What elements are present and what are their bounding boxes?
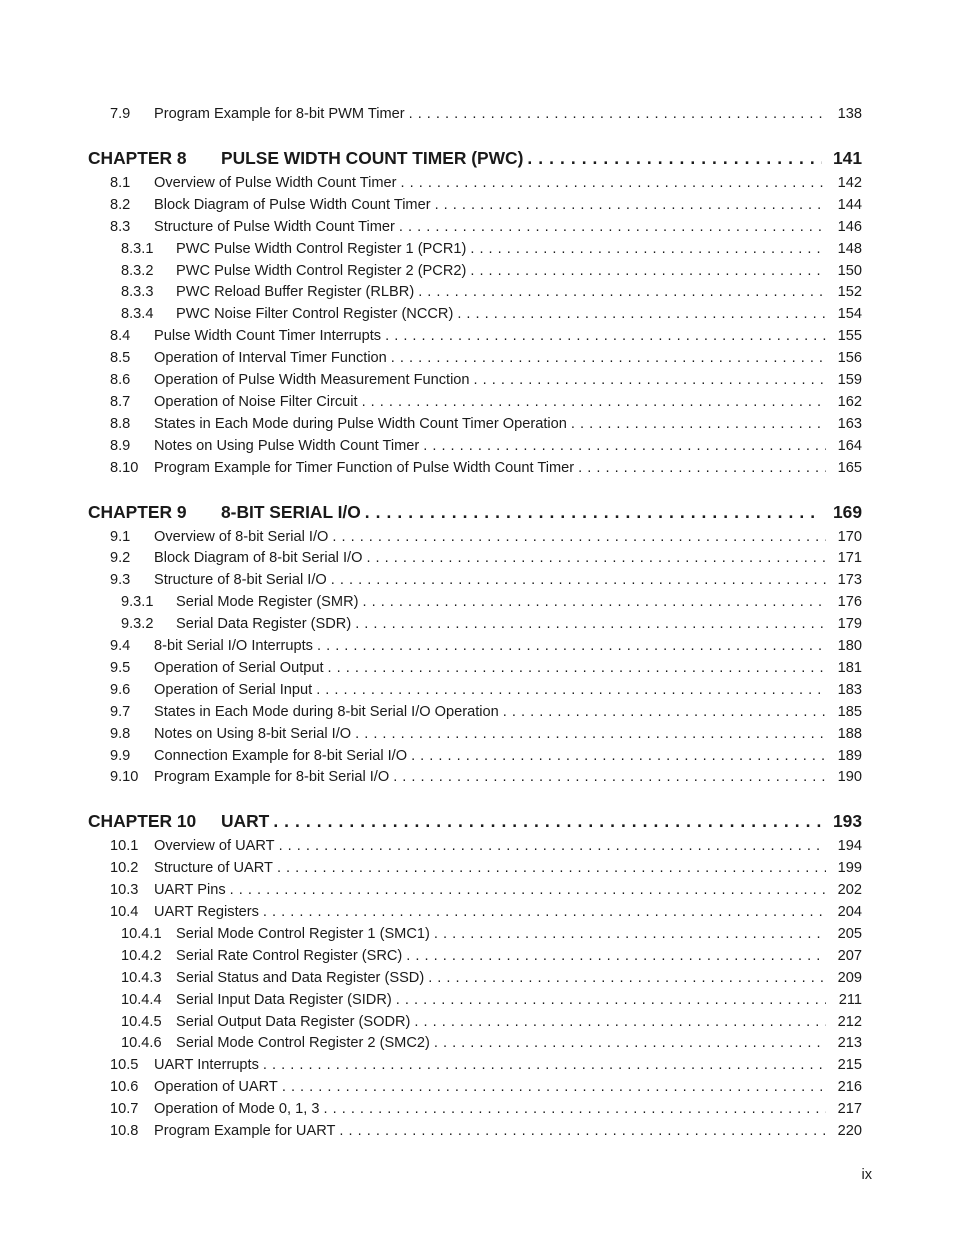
toc-entry-page: 156: [837, 350, 862, 367]
toc-entry-number: 10.7: [110, 1101, 139, 1118]
toc-entry-title-text: Connection Example for 8-bit Serial I/O: [154, 747, 408, 764]
toc-entry-title-text: States in Each Mode during 8-bit Serial I/O Operation: [154, 703, 499, 720]
toc-leader-dots: [351, 724, 826, 744]
page-number: ix: [861, 1167, 872, 1183]
toc-entry-page: 188: [837, 725, 862, 742]
toc-entry-title: [176, 304, 826, 324]
toc-leader-dots: [410, 1012, 826, 1032]
toc-entry-title: [221, 500, 822, 524]
toc-section-entry[interactable]: [0, 458, 954, 478]
toc-entry-page: 217: [837, 1101, 862, 1118]
toc-leader-dots: [389, 767, 826, 787]
toc-entry-title: [154, 1121, 826, 1141]
toc-entry-title-text: Operation of Pulse Width Measurement Function: [154, 372, 470, 388]
toc-leader-dots: [324, 658, 826, 678]
toc-leader-dots: [273, 858, 826, 878]
toc-leader-dots: [278, 1077, 826, 1097]
toc-entry-page: 179: [837, 616, 862, 633]
toc-entry-page: 159: [837, 372, 862, 388]
toc-entry-page: 141: [832, 147, 862, 168]
toc-entry-page: 154: [837, 306, 862, 323]
toc-entry-number: 10.4.2: [121, 947, 162, 964]
toc-entry-title: [154, 348, 826, 368]
toc-entry-title: [176, 1012, 826, 1032]
toc-entry-page: 150: [837, 262, 862, 279]
toc-leader-dots: [387, 348, 826, 368]
toc-entry-title: [154, 680, 826, 700]
toc-entry-title: [154, 217, 826, 237]
toc-section-entry[interactable]: [0, 436, 954, 456]
toc-subsection-entry[interactable]: [0, 990, 954, 1010]
toc-entry-title: [154, 746, 826, 766]
toc-entry-title-text: Structure of 8-bit Serial I/O: [154, 572, 327, 589]
toc-entry-number: 8.2: [110, 196, 131, 213]
toc-entry-title: [221, 809, 822, 833]
toc-entry-number: 9.3.1: [121, 594, 154, 611]
toc-entry-title: [176, 990, 826, 1010]
toc-entry-page: 142: [837, 174, 862, 191]
toc-leader-dots: [335, 1121, 826, 1141]
toc-entry-number: 9.6: [110, 681, 131, 698]
toc-entry-title: [154, 458, 826, 478]
toc-subsection-entry[interactable]: [0, 239, 954, 259]
toc-leader-dots: [275, 836, 826, 856]
toc-entry-title: [154, 173, 826, 193]
toc-entry-title: [154, 767, 826, 787]
toc-leader-dots: [395, 217, 826, 237]
toc-subsection-entry[interactable]: [0, 614, 954, 634]
toc-entry-title-text: Serial Status and Data Register (SSD): [176, 969, 425, 986]
toc-leader-dots: [470, 370, 826, 390]
toc-section-entry[interactable]: [0, 370, 954, 390]
toc-leader-dots: [414, 282, 826, 302]
toc-leader-dots: [328, 527, 826, 547]
toc-entry-page: 194: [837, 838, 862, 855]
toc-section-entry[interactable]: [0, 548, 954, 568]
toc-leader-dots: [466, 239, 826, 259]
toc-leader-dots: [397, 173, 827, 193]
toc-entry-page: 183: [837, 681, 862, 698]
toc-entry-page: 176: [837, 594, 862, 611]
toc-entry-title-text: UART: [221, 811, 270, 832]
toc-entry-title: [154, 636, 826, 656]
toc-entry-number: 10.4: [110, 904, 139, 920]
toc-section-entry[interactable]: [0, 570, 954, 590]
toc-entry-page: 216: [837, 1079, 862, 1096]
toc-entry-title-text: 8-BIT SERIAL I/O: [221, 501, 361, 522]
toc-entry-number: 8.1: [110, 174, 131, 191]
toc-entry-number: 10.1: [110, 838, 139, 855]
toc-leader-dots: [523, 146, 822, 170]
toc-leader-dots: [259, 1055, 826, 1075]
toc-entry-title: [154, 104, 826, 124]
toc-entry-title: [176, 614, 826, 634]
toc-subsection-entry[interactable]: [0, 261, 954, 281]
toc-entry-number: 8.8: [110, 415, 131, 432]
toc-entry-number: 10.4.6: [121, 1035, 162, 1052]
toc-entry-page: 189: [837, 747, 862, 764]
toc-entry-page: 165: [837, 459, 862, 476]
toc-entry-page: 163: [837, 415, 862, 432]
toc-entry-title-text: Operation of Interval Timer Function: [154, 350, 387, 367]
toc-entry-number: 8.3.1: [121, 240, 154, 257]
toc-entry-title-text: Overview of UART: [154, 838, 275, 855]
toc-section-entry[interactable]: [0, 858, 954, 878]
toc-entry-title-text: Operation of Noise Filter Circuit: [154, 393, 358, 410]
toc-leader-dots: [430, 924, 826, 944]
toc-entry-title-text: UART Interrupts: [154, 1057, 259, 1074]
toc-entry-title-text: Overview of 8-bit Serial I/O: [154, 528, 329, 545]
toc-entry-title: [154, 527, 826, 547]
toc-entry-title: [176, 239, 826, 259]
toc-entry-title-text: 8-bit Serial I/O Interrupts: [154, 638, 313, 654]
toc-leader-dots: [405, 104, 826, 124]
toc-entry-number: 10.3: [110, 882, 139, 899]
toc-chapter-entry[interactable]: [0, 500, 954, 524]
toc-leader-dots: [312, 680, 826, 700]
toc-entry-number: 8.10: [110, 459, 139, 476]
toc-entry-page: 146: [837, 218, 862, 235]
toc-entry-title-text: Operation of Mode 0, 1, 3: [154, 1101, 320, 1118]
toc-leader-dots: [358, 592, 826, 612]
toc-entry-page: 211: [838, 991, 862, 1008]
toc-section-entry[interactable]: [0, 1099, 954, 1119]
toc-entry-page: 199: [837, 860, 862, 877]
toc-entry-title-text: Structure of UART: [154, 860, 273, 877]
toc-leader-dots: [574, 458, 826, 478]
toc-entry-page: 171: [837, 550, 862, 567]
toc-entry-number: 10.5: [110, 1057, 139, 1074]
toc-section-entry[interactable]: [0, 195, 954, 215]
toc-entry-title-text: Program Example for Timer Function of Pulse Width Count Timer: [154, 459, 575, 476]
toc-leader-dots: [466, 261, 826, 281]
toc-entry-number: 9.8: [110, 725, 131, 742]
toc-section-entry[interactable]: [0, 527, 954, 547]
toc-section-entry[interactable]: [0, 902, 954, 922]
toc-entry-title: [154, 836, 826, 856]
toc-entry-page: 220: [837, 1123, 862, 1139]
toc-entry-number: 9.7: [110, 703, 131, 720]
toc-entry-title-text: PWC Pulse Width Control Register 1 (PCR1): [176, 240, 467, 257]
toc-entry-title-text: PWC Pulse Width Control Register 2 (PCR2): [176, 262, 467, 279]
toc-subsection-entry[interactable]: [0, 592, 954, 612]
toc-section-entry[interactable]: [0, 217, 954, 237]
toc-entry-number: 8.5: [110, 350, 131, 367]
toc-entry-number: 9.5: [110, 659, 131, 676]
toc-entry-title: [154, 436, 826, 456]
toc-subsection-entry[interactable]: [0, 968, 954, 988]
toc-entry-title: [154, 195, 826, 215]
toc-leader-dots: [362, 548, 826, 568]
toc-entry-title-text: UART Registers: [154, 904, 259, 920]
toc-entry-page: 164: [837, 437, 862, 454]
toc-section-entry[interactable]: [0, 724, 954, 744]
toc-entry-title: [154, 880, 826, 900]
toc-entry-page: 155: [837, 328, 862, 345]
toc-section-entry[interactable]: [0, 104, 954, 124]
toc-entry-page: 170: [837, 528, 862, 545]
toc-entry-page: 213: [837, 1035, 862, 1052]
toc-leader-dots: [431, 195, 826, 215]
toc-entry-title: [176, 924, 826, 944]
toc-subsection-entry[interactable]: [0, 1012, 954, 1032]
toc-leader-dots: [358, 392, 826, 412]
toc-entry-page: 215: [837, 1057, 862, 1074]
toc-leader-dots: [499, 702, 826, 722]
toc-leader-dots: [392, 990, 826, 1010]
toc-leader-dots: [430, 1033, 826, 1053]
toc-entry-title: [154, 658, 826, 678]
toc-entry-number: 10.4.1: [121, 925, 162, 942]
toc-entry-title-text: Serial Output Data Register (SODR): [176, 1013, 411, 1030]
toc-entry-title: [176, 968, 826, 988]
toc-entry-title-text: Overview of Pulse Width Count Timer: [154, 174, 397, 191]
toc-entry-page: 169: [832, 501, 862, 522]
toc-entry-title: [154, 326, 826, 346]
toc-entry-page: 162: [837, 393, 862, 410]
toc-entry-title: [154, 548, 826, 568]
toc-section-entry[interactable]: [0, 836, 954, 856]
toc-entry-title-text: Structure of Pulse Width Count Timer: [154, 218, 395, 235]
toc-section-entry[interactable]: [0, 636, 954, 656]
toc-section-entry[interactable]: [0, 702, 954, 722]
toc-entry-title-text: PWC Reload Buffer Register (RLBR): [176, 284, 415, 301]
toc-entry-number: 9.3.2: [121, 616, 154, 633]
toc-entry-number: 9.1: [110, 528, 131, 545]
toc-entry-title-text: States in Each Mode during Pulse Width Count Timer Operation: [154, 415, 567, 432]
toc-entry-number: 9.9: [110, 747, 131, 764]
toc-entry-page: 152: [837, 284, 862, 301]
toc-section-entry[interactable]: [0, 767, 954, 787]
toc-leader-dots: [320, 1099, 827, 1119]
toc-leader-dots: [419, 436, 826, 456]
toc-section-entry[interactable]: [0, 173, 954, 193]
toc-entry-title: [221, 146, 822, 170]
toc-entry-title-text: PULSE WIDTH COUNT TIMER (PWC): [221, 147, 524, 168]
toc-entry-title: [154, 1099, 826, 1119]
toc-leader-dots: [259, 902, 826, 922]
toc-leader-dots: [402, 946, 826, 966]
toc-entry-number: CHAPTER 9: [88, 501, 187, 522]
toc-entry-title-text: Serial Data Register (SDR): [176, 616, 352, 633]
toc-entry-title: [154, 414, 826, 434]
toc-subsection-entry[interactable]: [0, 282, 954, 302]
toc-entry-title-text: Notes on Using 8-bit Serial I/O: [154, 725, 352, 742]
toc-entry-number: 8.4: [110, 328, 131, 345]
toc-entry-title: [176, 282, 826, 302]
toc-leader-dots: [269, 809, 822, 833]
toc-entry-number: 8.9: [110, 437, 131, 454]
toc-entry-title: [176, 261, 826, 281]
toc-entry-title: [176, 1033, 826, 1053]
toc-section-entry[interactable]: [0, 746, 954, 766]
toc-entry-number: 8.6: [110, 372, 131, 388]
toc-section-entry[interactable]: [0, 1121, 954, 1141]
toc-entry-title-text: Program Example for 8-bit Serial I/O: [154, 769, 390, 786]
toc-entry-title-text: Operation of Serial Output: [154, 659, 324, 676]
toc-entry-title: [176, 946, 826, 966]
toc-section-entry[interactable]: [0, 658, 954, 678]
toc-leader-dots: [381, 326, 826, 346]
toc-entry-title-text: PWC Noise Filter Control Register (NCCR): [176, 306, 454, 323]
toc-entry-number: CHAPTER 8: [88, 147, 187, 168]
toc-subsection-entry[interactable]: [0, 304, 954, 324]
toc-section-entry[interactable]: [0, 1077, 954, 1097]
toc-entry-page: 202: [837, 882, 862, 899]
toc-entry-number: 10.4.5: [121, 1013, 162, 1030]
toc-entry-title-text: Operation of UART: [154, 1079, 278, 1096]
toc-entry-title: [154, 1055, 826, 1075]
toc-entry-title-text: Program Example for 8-bit PWM Timer: [154, 106, 405, 122]
toc-entry-page: 204: [837, 904, 862, 920]
toc-entry-number: 10.4.3: [121, 969, 162, 986]
toc-section-entry[interactable]: [0, 880, 954, 900]
toc-leader-dots: [226, 880, 826, 900]
toc-entry-page: 138: [837, 106, 862, 122]
toc-entry-title: [154, 702, 826, 722]
toc-entry-title-text: Operation of Serial Input: [154, 681, 313, 698]
toc-entry-title: [176, 592, 826, 612]
toc-entry-number: 8.3.4: [121, 306, 154, 323]
toc-entry-title: [154, 724, 826, 744]
toc-entry-title: [154, 1077, 826, 1097]
toc-section-entry[interactable]: [0, 1055, 954, 1075]
toc-entry-page: 207: [837, 947, 862, 964]
toc-entry-page: 181: [837, 659, 862, 676]
toc-entry-number: 8.3: [110, 218, 131, 235]
toc-entry-number: 8.3.2: [121, 262, 154, 279]
toc-entry-title-text: Serial Mode Register (SMR): [176, 594, 359, 611]
toc-entry-number: 9.3: [110, 572, 131, 589]
toc-leader-dots: [351, 614, 826, 634]
toc-entry-number: CHAPTER 10: [88, 811, 197, 832]
toc-entry-title-text: Block Diagram of 8-bit Serial I/O: [154, 550, 363, 567]
toc-entry-page: 180: [837, 638, 862, 654]
toc-section-entry[interactable]: [0, 348, 954, 368]
toc-entry-number: 10.2: [110, 860, 139, 877]
toc-leader-dots: [424, 968, 826, 988]
toc-leader-dots: [407, 746, 826, 766]
toc-leader-dots: [313, 636, 826, 656]
toc-subsection-entry[interactable]: [0, 1033, 954, 1053]
toc-section-entry[interactable]: [0, 680, 954, 700]
toc-entry-page: 173: [837, 572, 862, 589]
toc-subsection-entry[interactable]: [0, 924, 954, 944]
toc-entry-title: [154, 570, 826, 590]
toc-entry-title-text: Pulse Width Count Timer Interrupts: [154, 328, 382, 345]
toc-entry-title-text: Serial Mode Control Register 1 (SMC1): [176, 925, 430, 942]
toc-chapter-entry[interactable]: [0, 146, 954, 170]
toc-entry-number: 9.10: [110, 769, 139, 786]
toc-entry-page: 144: [837, 196, 862, 213]
toc-entry-number: 10.6: [110, 1079, 139, 1096]
toc-entry-page: 190: [837, 769, 862, 786]
toc-chapter-entry[interactable]: [0, 809, 954, 833]
toc-entry-page: 193: [832, 811, 862, 832]
toc-entry-title-text: Serial Rate Control Register (SRC): [176, 947, 403, 964]
toc-entry-title: [154, 902, 826, 922]
toc-entry-number: 8.7: [110, 393, 131, 410]
toc-entry-title: [154, 392, 826, 412]
toc-entry-page: 205: [837, 925, 862, 942]
toc-entry-title: [154, 858, 826, 878]
toc-section-entry[interactable]: [0, 392, 954, 412]
toc-entry-title-text: UART Pins: [154, 882, 226, 899]
toc-section-entry[interactable]: [0, 326, 954, 346]
toc-leader-dots: [453, 304, 826, 324]
toc-entry-page: 212: [837, 1013, 862, 1030]
toc-entry-title-text: Block Diagram of Pulse Width Count Timer: [154, 196, 431, 213]
toc-entry-title: [154, 370, 826, 390]
toc-entry-title-text: Notes on Using Pulse Width Count Timer: [154, 437, 420, 454]
toc-entry-page: 148: [837, 240, 862, 257]
toc-leader-dots: [567, 414, 826, 434]
toc-entry-number: 9.2: [110, 550, 131, 567]
toc-entry-number: 10.4.4: [121, 991, 162, 1008]
toc-leader-dots: [361, 500, 822, 524]
toc-entry-number: 8.3.3: [121, 284, 154, 301]
toc-section-entry[interactable]: [0, 414, 954, 434]
toc-entry-title-text: Serial Input Data Register (SIDR): [176, 991, 392, 1008]
toc-entry-title-text: Program Example for UART: [154, 1123, 336, 1139]
toc-leader-dots: [327, 570, 826, 590]
toc-entry-page: 185: [837, 703, 862, 720]
toc-entry-number: 10.8: [110, 1123, 139, 1139]
toc-subsection-entry[interactable]: [0, 946, 954, 966]
toc-entry-number: 9.4: [110, 638, 131, 654]
toc-entry-number: 7.9: [110, 106, 131, 122]
toc-entry-title-text: Serial Mode Control Register 2 (SMC2): [176, 1035, 430, 1052]
toc-entry-page: 209: [837, 969, 862, 986]
